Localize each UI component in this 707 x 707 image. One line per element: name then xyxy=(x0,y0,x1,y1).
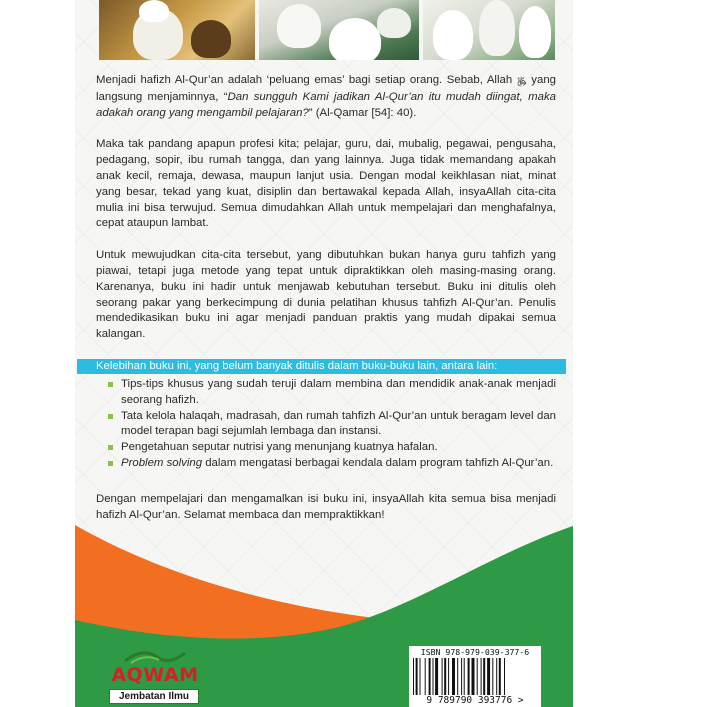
barcode-bar xyxy=(416,658,418,698)
photo-reading-quran-3 xyxy=(423,0,555,60)
bullet-square-icon xyxy=(108,445,113,450)
barcode-bar xyxy=(492,658,493,698)
isbn-label: ISBN 978-979-039-377-6 xyxy=(420,647,530,657)
paragraph-intro: Menjadi hafizh Al-Qur’an adalah ‘peluang emas’ bagi setiap orang. Sebab, Allah ﷿ yang langsung menjaminnya, “Dan sungguh Kami jadikan Al-Qur’an itu mudah diingat, maka adakah orang yang mengambil pelajaran?” (Al-Qamar [54]: 40). xyxy=(96,74,556,119)
barcode-bar xyxy=(496,658,497,698)
list-item: Tata kelola halaqah, madrasah, dan rumah tahfizh Al-Qur’an untuk beragam level dan model terapan bagi sejumlah lembaga dan instansi. xyxy=(108,409,556,441)
features-banner: Kelebihan buku ini, yang belum banyak ditulis dalam buku-buku lain, antara lain: xyxy=(77,359,566,374)
barcode-bar xyxy=(477,658,478,698)
barcode-bar xyxy=(472,658,475,698)
barcode-bar xyxy=(487,658,490,698)
barcode-bar xyxy=(442,658,443,698)
barcode-bar xyxy=(425,658,426,698)
barcode-bar xyxy=(461,658,462,698)
barcode-number: 9 789790 393776 > xyxy=(409,695,541,707)
logo-wave-icon xyxy=(123,650,187,664)
barcode-bar xyxy=(483,658,485,698)
paragraph-audience: Maka tak pandang apapun profesi kita; pelajar, guru, dai, mubalig, pegawai, pengusaha, pedagang, sopir, ibu rumah tangga, dan yang lainnya. Juga tidak memandang apakah anak kecil, remaja, dewasa, maupun lanjut usia. Dengan modal keikhlasan niat, minat yang besar, tekad yang kuat, disiplin dan bertawakal kepada Allah, insyaAllah cita-cita mulia ini bisa terwujud. Semua dimudahkan Allah untuk mempelajari dan menghafalnya, cepat ataupun lambat. xyxy=(96,138,556,230)
bullet-square-icon xyxy=(108,414,113,419)
photo-strip xyxy=(99,0,555,60)
book-back-cover xyxy=(75,0,573,707)
barcode-bar xyxy=(444,658,446,698)
paragraph-purpose: Untuk mewujudkan cita-cita tersebut, yang dibutuhkan bukan hanya guru tahfizh yang piawai, tetapi juga metode yang tepat untuk dipraktikkan oleh masing-masing orang. Karenanya, buku ini hadir untuk menjawab kebutuhan tersebut. Buku ini ditulis oleh seorang pakar yang berkecimpung di dunia pelatihan khusus tahfizh Al-Qur’an. Penulis mendedikasikan buku ini agar menjadi panduan praktis yang mudah dipakai semua kalangan. xyxy=(96,249,556,341)
photo-reading-quran-1 xyxy=(99,0,255,60)
barcode-bar xyxy=(413,658,414,698)
publisher-name: AQWAM xyxy=(111,664,199,686)
list-item: Pengetahuan seputar nutrisi yang menunjang kuatnya hafalan. xyxy=(108,440,556,456)
barcode-bar xyxy=(499,658,501,698)
photo-reading-quran-2 xyxy=(259,0,419,60)
barcode-bar xyxy=(468,658,470,698)
barcode-bar xyxy=(435,658,438,698)
publisher-logo xyxy=(105,650,205,706)
barcode-bar xyxy=(448,658,449,698)
barcode-bar xyxy=(429,658,431,698)
bullet-square-icon xyxy=(108,461,113,466)
barcode-bars xyxy=(413,658,537,698)
features-list xyxy=(96,377,556,472)
paragraph-closing: Dengan mempelajari dan mengamalkan isi buku ini, insyaAllah kita semua bisa menjadi hafizh Al-Qur’an. Selamat membaca dan mempraktikkan! xyxy=(96,492,556,521)
blurb-text xyxy=(96,73,556,539)
isbn-barcode xyxy=(409,646,541,707)
list-item: Problem solving dalam mengatasi berbagai kendala dalam program tahfizh Al-Qur’an. xyxy=(108,456,556,472)
honorific-glyph: ﷿ xyxy=(516,76,527,86)
bullet-square-icon xyxy=(108,382,113,387)
barcode-bar xyxy=(504,658,505,698)
barcode-bar xyxy=(433,658,434,698)
barcode-bar xyxy=(420,658,421,698)
barcode-bar xyxy=(481,658,482,698)
publisher-tagline: Jembatan Ilmu xyxy=(109,689,199,704)
barcode-bar xyxy=(464,658,465,698)
barcode-bar xyxy=(457,658,458,698)
list-item: Tips-tips khusus yang sudah teruji dalam membina dan mendidik anak-anak menjadi seorang hafizh. xyxy=(108,377,556,409)
barcode-bar xyxy=(452,658,455,698)
quran-quote: Dan sungguh Kami jadikan Al-Qur’an itu mudah diingat, maka adakah orang yang mengambil pelajaran? xyxy=(96,90,556,119)
